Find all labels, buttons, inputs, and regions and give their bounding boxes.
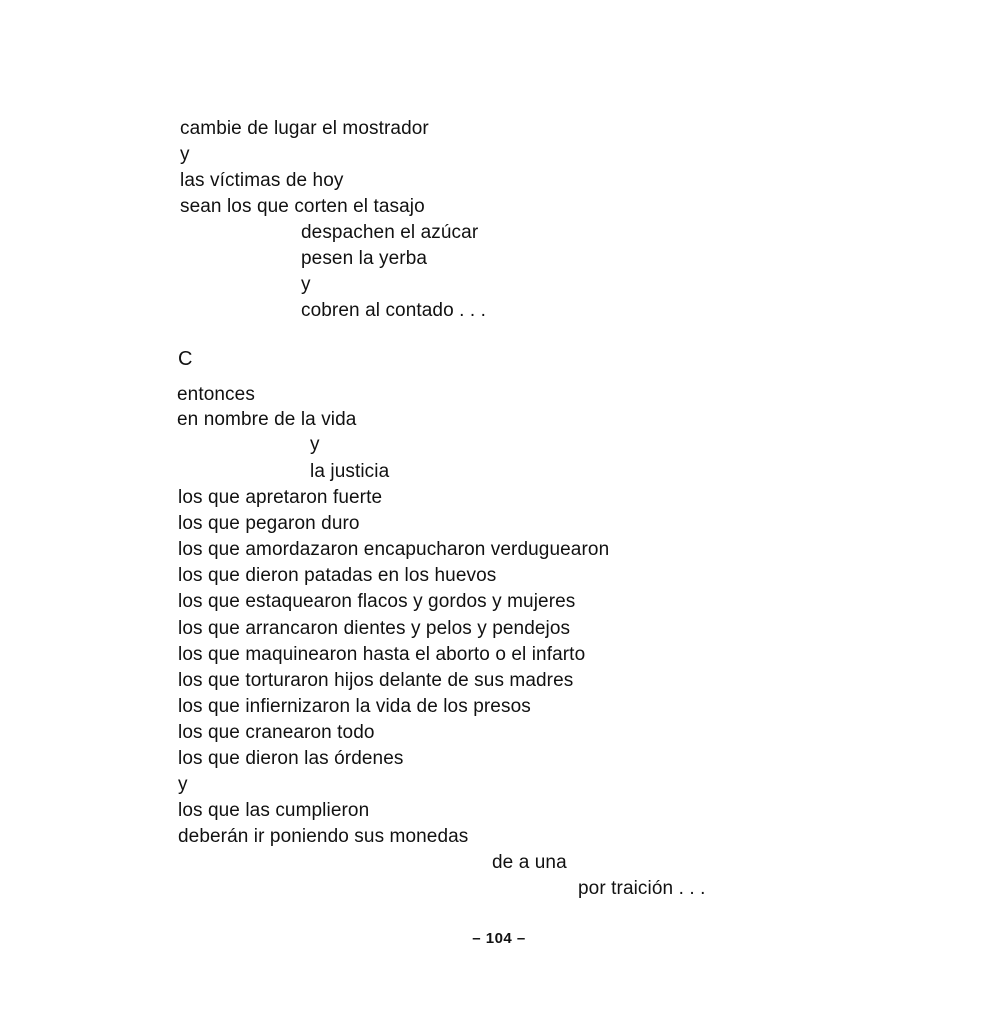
poem-line: las víctimas de hoy bbox=[180, 170, 344, 191]
poem-line: los que dieron patadas en los huevos bbox=[178, 565, 497, 586]
poem-line: los que amordazaron encapucharon verduguearon bbox=[178, 539, 610, 560]
poem-line: cambie de lugar el mostrador bbox=[180, 118, 429, 139]
poem-line: despachen el azúcar bbox=[301, 222, 479, 243]
poem-line: deberán ir poniendo sus monedas bbox=[178, 826, 469, 847]
page-number: – 104 – bbox=[472, 930, 526, 947]
poem-line: los que apretaron fuerte bbox=[178, 487, 383, 508]
poem-line: y bbox=[178, 774, 188, 795]
poem-line: los que dieron las órdenes bbox=[178, 748, 404, 769]
poem-line: sean los que corten el tasajo bbox=[180, 196, 425, 217]
poem-line: y bbox=[301, 274, 311, 295]
poem-line: los que maquinearon hasta el aborto o el infarto bbox=[178, 644, 586, 665]
poem-line: pesen la yerba bbox=[301, 248, 428, 269]
poem-line: de a una bbox=[492, 852, 567, 873]
poem-line: los que estaquearon flacos y gordos y mujeres bbox=[178, 591, 576, 612]
poem-line: entonces bbox=[177, 384, 255, 405]
poem-line: cobren al contado . . . bbox=[301, 300, 487, 321]
poem-line: los que cranearon todo bbox=[178, 722, 375, 743]
poem-line: los que las cumplieron bbox=[178, 800, 370, 821]
section-letter: C bbox=[178, 348, 193, 370]
poem-line: los que pegaron duro bbox=[178, 513, 360, 534]
poem-line: los que torturaron hijos delante de sus madres bbox=[178, 670, 574, 691]
poem-line: por traición . . . bbox=[578, 878, 706, 899]
poem-line: la justicia bbox=[310, 461, 390, 482]
poem-line: y bbox=[180, 144, 190, 165]
poem-line: en nombre de la vida bbox=[177, 409, 357, 430]
poem-line: y bbox=[310, 434, 320, 455]
poem-line: los que arrancaron dientes y pelos y pendejos bbox=[178, 618, 571, 639]
poem-line: los que infiernizaron la vida de los presos bbox=[178, 696, 531, 717]
